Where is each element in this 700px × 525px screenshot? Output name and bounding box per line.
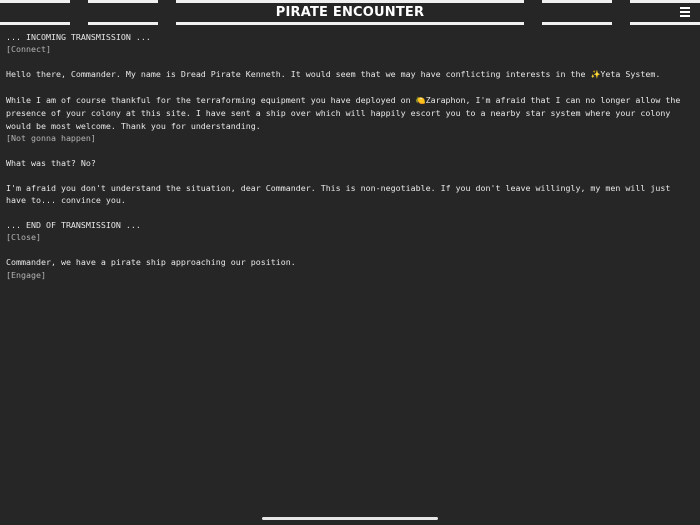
bar-segment — [176, 0, 524, 3]
connect-button[interactable]: [Connect] — [6, 44, 51, 55]
bar-segment — [542, 0, 612, 3]
log-line: ... END OF TRANSMISSION ... — [6, 220, 141, 231]
log-line: I'm afraid you don't understand the situation, dear Commander. This is non-negotiable. If you don't leave willingly, my men will just have to... convince you. — [6, 182, 671, 206]
bar-segment — [542, 22, 612, 25]
close-button[interactable]: [Close] — [6, 232, 41, 243]
bar-segment — [0, 0, 70, 3]
transmission-log — [6, 31, 692, 281]
log-line — [6, 68, 692, 81]
log-line: Commander, we have a pirate ship approaching our position. — [6, 257, 296, 268]
sparkles-icon: ✨ — [590, 70, 601, 80]
bar-segment — [176, 22, 524, 25]
bar-segment — [630, 22, 700, 25]
bar-segment — [88, 0, 158, 3]
home-indicator[interactable] — [262, 517, 438, 520]
log-text: Yeta System. — [600, 69, 661, 80]
hamburger-menu-icon[interactable] — [678, 4, 692, 18]
log-line: What was that? No? — [6, 158, 96, 169]
top-bar — [0, 0, 700, 28]
not-gonna-happen-button[interactable]: [Not gonna happen] — [6, 133, 96, 144]
engage-button[interactable]: [Engage] — [6, 269, 46, 280]
log-line: ... INCOMING TRANSMISSION ... — [6, 32, 151, 42]
bar-segment — [0, 22, 70, 25]
log-line — [6, 94, 692, 132]
log-text: Zaraphon, I'm afraid that I can no longer allow the presence of your colony at this site. I have sent a ship over which will happily escort you to a nearby star system where your colony would be most welcome. Thank you for understanding. — [6, 95, 681, 131]
bar-segment — [88, 22, 158, 25]
page-title: PIRATE ENCOUNTER — [275, 5, 425, 20]
log-text: Hello there, Commander. My name is Dread Pirate Kenneth. It would seem that we may have conflicting interests in the — [6, 69, 591, 80]
bar-segment — [630, 0, 700, 3]
log-text: While I am of course thankful for the terraforming equipment you have deployed on — [6, 95, 416, 105]
planet-icon: 🍋 — [415, 96, 426, 105]
